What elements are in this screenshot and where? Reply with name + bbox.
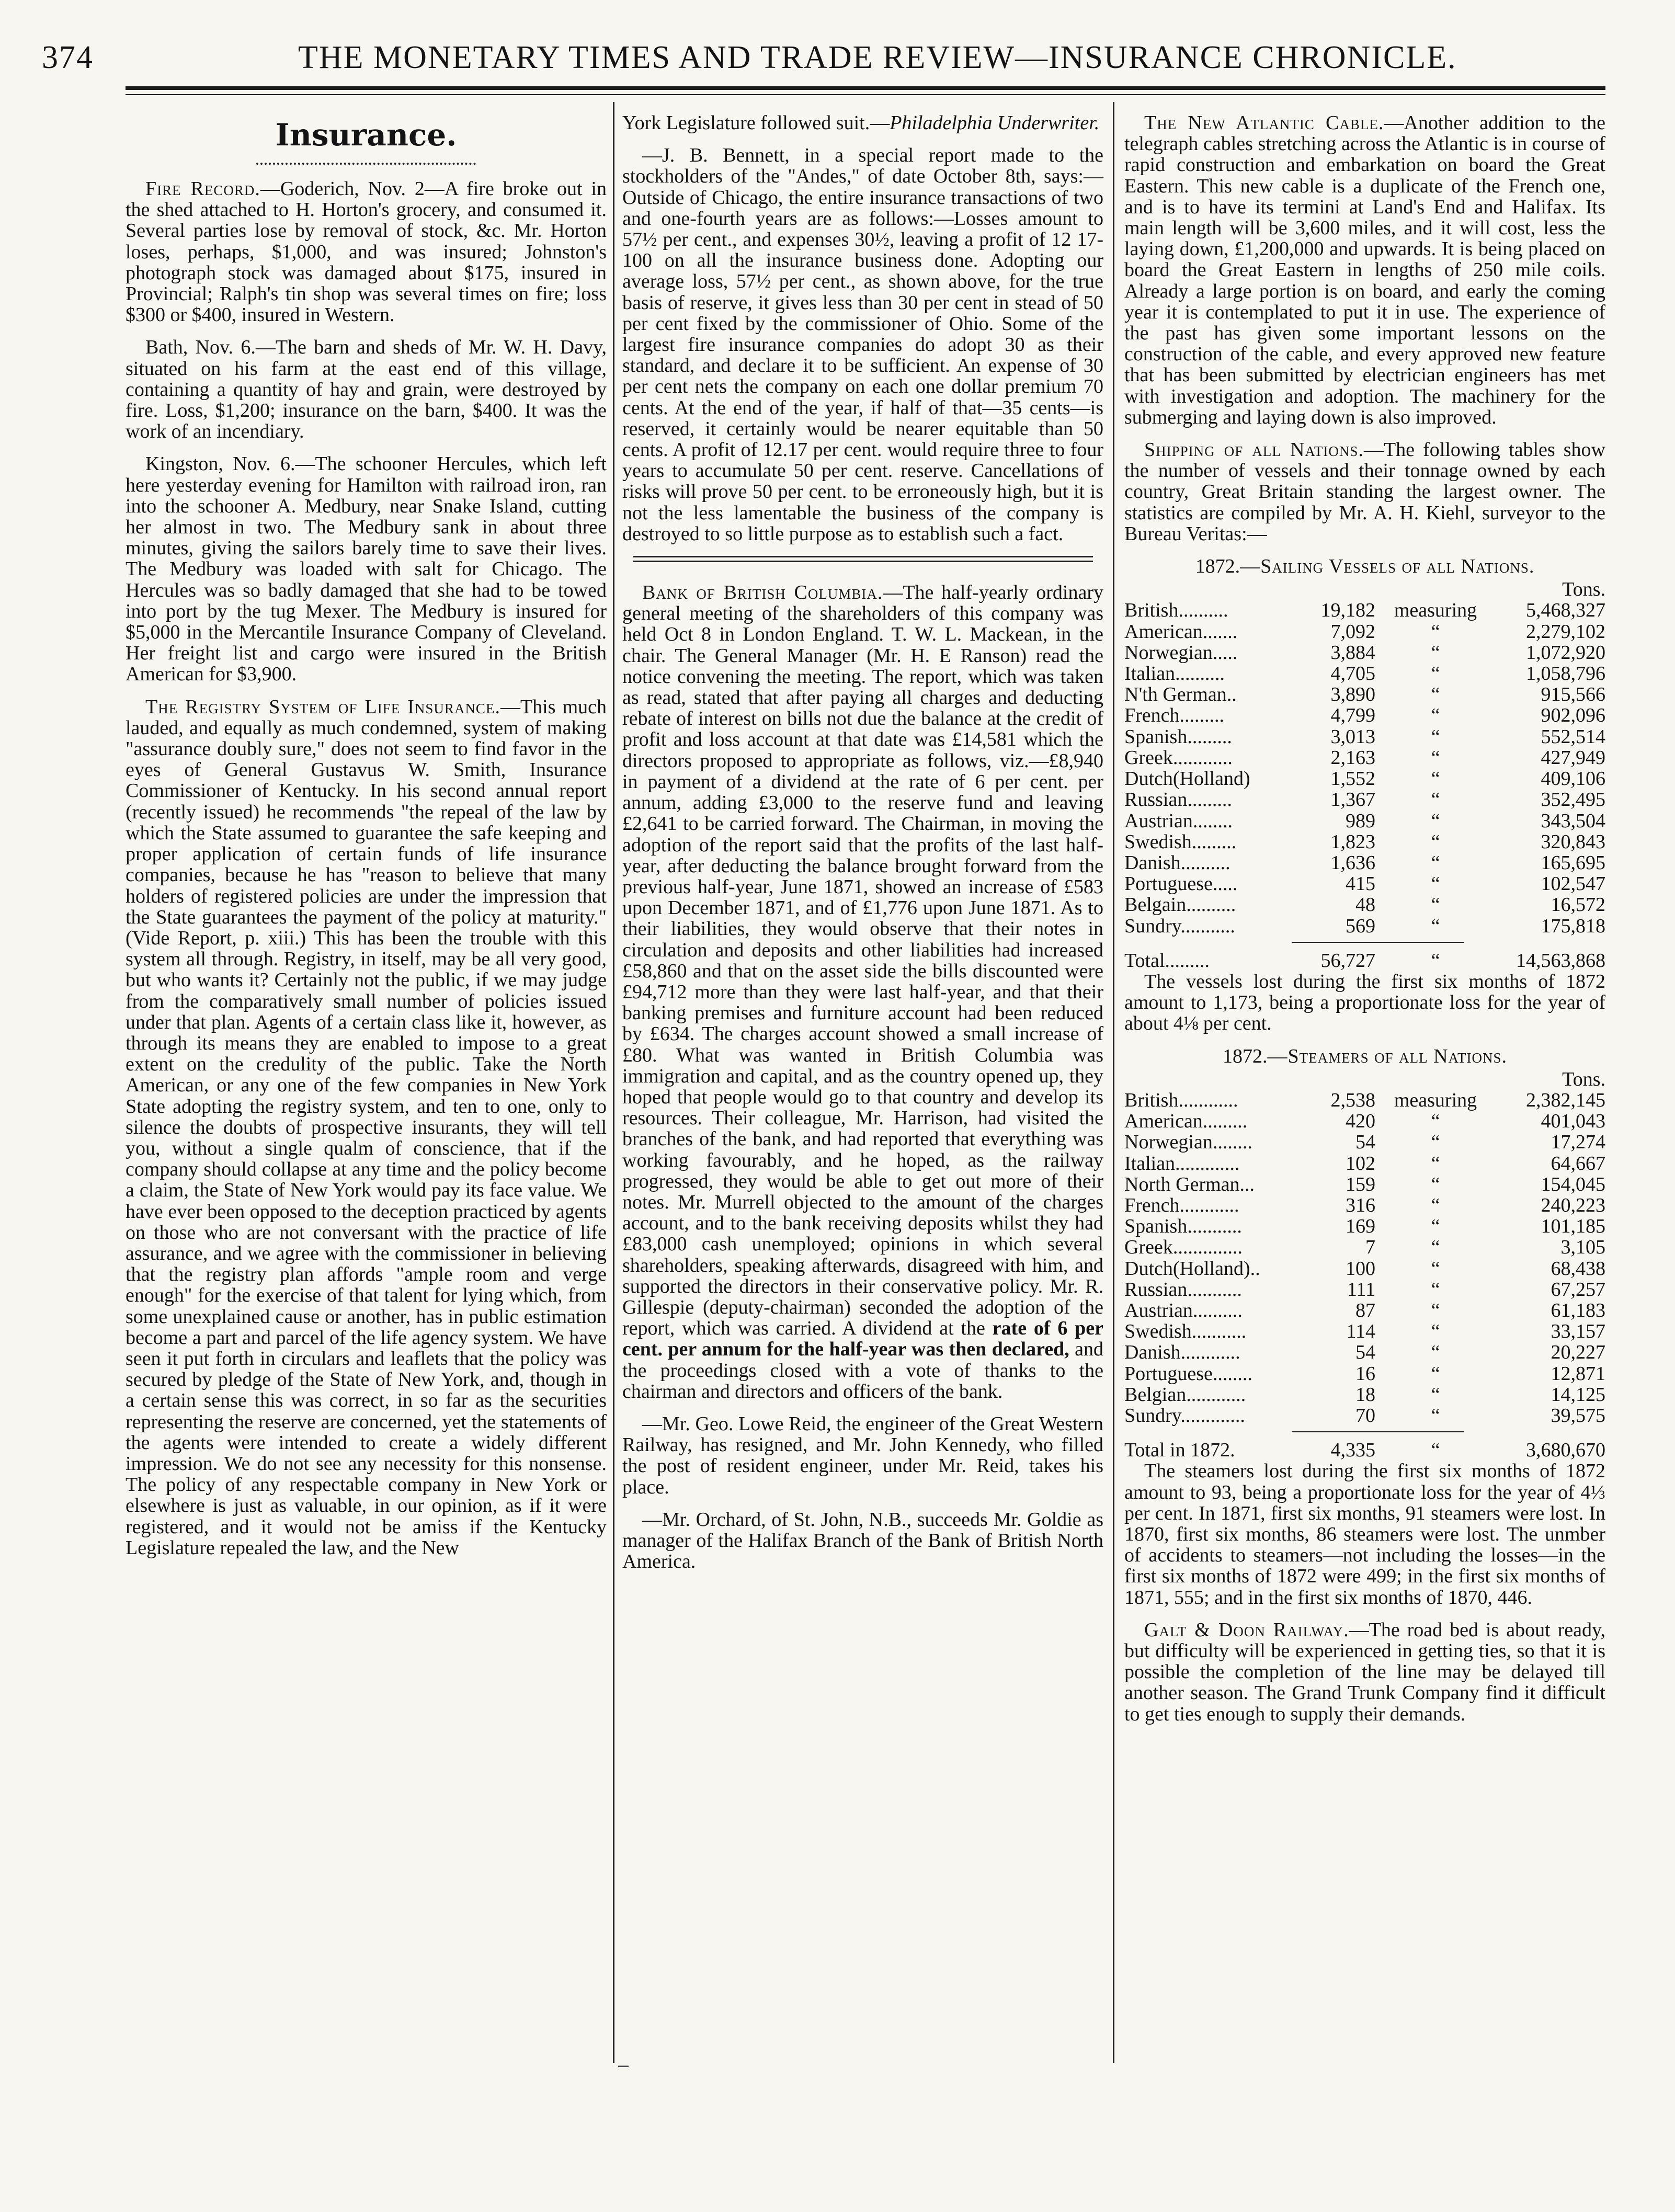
- vessels-cell: 87: [1355, 1299, 1375, 1321]
- country-cell: Russian.........: [1124, 789, 1232, 811]
- country-cell: Russian...........: [1124, 1278, 1242, 1301]
- vessels-cell: 1,823: [1330, 830, 1375, 853]
- country-cell: Italian..........: [1124, 663, 1225, 685]
- tons-cell: 2,279,102: [1526, 620, 1605, 643]
- tons-cell: 16,572: [1551, 894, 1605, 916]
- tons-cell: 20,227: [1551, 1341, 1605, 1364]
- total-vessels: 4,335: [1330, 1439, 1375, 1462]
- table-row: [1124, 1405, 1605, 1426]
- tons-cell: 67,257: [1551, 1278, 1605, 1301]
- vessels-cell: 3,013: [1330, 725, 1375, 748]
- vessels-cell: 7: [1365, 1236, 1375, 1259]
- country-cell: Norwegian.....: [1124, 641, 1238, 664]
- country-cell: Greek..............: [1124, 1236, 1243, 1259]
- vessels-cell: 4,705: [1330, 663, 1375, 685]
- article-reid: —Mr. Geo. Lowe Reid, the engineer of the Great Western Railway, has resigned, and Mr. John Kennedy, who filled the post of resident engineer, under Mr. Reid, takes his place.: [622, 1412, 1103, 1498]
- ditto-cell: “: [1431, 1362, 1440, 1385]
- table-row: [1124, 684, 1605, 705]
- article-bank-british-columbia: [622, 582, 1103, 1402]
- table-row: [1124, 1132, 1605, 1153]
- ditto-cell: “: [1431, 1257, 1440, 1280]
- table-row: [1124, 789, 1605, 810]
- total-rule: [1292, 942, 1464, 943]
- total-row: [1124, 950, 1605, 971]
- vessels-cell: 169: [1346, 1215, 1375, 1238]
- country-cell: North German...: [1124, 1173, 1255, 1195]
- table-row: [1124, 642, 1605, 663]
- column-divider: [613, 102, 614, 2063]
- article-lead: Fire Record.: [145, 178, 260, 200]
- table-header-row: [1124, 579, 1605, 600]
- country-cell: Greek............: [1124, 746, 1233, 769]
- country-cell: N'th German..: [1124, 683, 1237, 706]
- ditto-cell: “: [1431, 1383, 1440, 1406]
- tons-cell: 64,667: [1551, 1152, 1605, 1175]
- ditto-cell: “: [1431, 789, 1440, 811]
- total-rule: [1292, 1431, 1464, 1432]
- ditto-cell: “: [1431, 809, 1440, 832]
- vessels-cell: 420: [1346, 1110, 1375, 1133]
- article-registry-continued: [622, 112, 1103, 133]
- steamers-table-title: [1124, 1046, 1605, 1067]
- table-row: [1124, 1216, 1605, 1237]
- table-row: [1124, 894, 1605, 915]
- tons-cell: 68,438: [1551, 1257, 1605, 1280]
- vessels-cell: 415: [1346, 873, 1375, 895]
- vessels-cell: 989: [1346, 809, 1375, 832]
- country-cell: Norwegian........: [1124, 1131, 1252, 1154]
- country-cell: British..........: [1124, 599, 1228, 622]
- ditto-cell: “: [1431, 683, 1440, 706]
- country-cell: Portuguese.....: [1124, 873, 1238, 895]
- tons-cell: 14,125: [1551, 1383, 1605, 1406]
- article-source: Philadelphia Underwriter.: [890, 112, 1100, 134]
- article-atlantic-cable: [1124, 112, 1605, 428]
- tons-cell: 320,843: [1541, 830, 1605, 853]
- vessels-cell: 569: [1346, 915, 1375, 937]
- ditto-cell: “: [1431, 1236, 1440, 1259]
- country-cell: Austrian..........: [1124, 1299, 1243, 1321]
- tons-header: Tons.: [1562, 1068, 1605, 1090]
- total-label: Total.........: [1124, 949, 1210, 972]
- total-label: Total in 1872.: [1124, 1439, 1235, 1462]
- ditto-cell: “: [1431, 1194, 1440, 1216]
- table-row: [1124, 811, 1605, 831]
- article-kingston: Kingston, Nov. 6.—The schooner Hercules, which left here yesterday evening for Hamilton with railroad iron, ran into the schooner A. Medbury, near Snake Island, cutting her almost in two. The Medbury sank in about three minutes, giving the sailors barely time to save their lives. The Medbury was loaded with salt for Chicago. The Hercules was so badly damaged that she had to be towed into port by the tug Mexer. The Medbury is insured for $5,000 in the Mercantile Insurance Company of Cleveland. Her freight list and cargo were insured in the British American for $3,900.: [126, 453, 607, 686]
- country-cell: Swedish.........: [1124, 830, 1237, 853]
- table-row: [1124, 1258, 1605, 1279]
- tons-cell: 12,871: [1551, 1362, 1605, 1385]
- table-row: [1124, 1321, 1605, 1342]
- article-bold-text: rate of 6 per cent. per annum for the half-year was then declared,: [622, 1317, 1103, 1361]
- table-row: [1124, 1090, 1605, 1111]
- article-body: —The half-yearly ordinary general meeting of the shareholders of this company was held Oct 8 in London England. T. W. L. Mackean, in the chair. The General Manager (Mr. H. E Ranson) read the notice convening the meeting. The report, which was taken as read, stated that after paying all charges and deducting rebate of interest on bills not due the balance at the credit of profit and loss account at that date was £14,581 which the directors proposed to appropriate as follows, viz.—£8,940 in payment of a dividend at the rate of 6 per cent. per annum, adding £3,000 to the reserve fund and leaving £2,641 to be carried forward. The Chairman, in moving the adoption of the report said that the profits of the last half-year, after deducting the balance brought forward from the previous half-year, June 1871, showed an increase of £583 upon December 1871, and of £1,776 upon June 1871. As to their liabilities, they would observe that their notes in circulation and deposits and other liabilities had increased £58,860 and that on the asset side the bills discounted were £94,712 more than they were last half-year, and that their banking premises and furniture account had been reduced by £634. The charges account showed a small increase of £80. What was wanted in British Columbia was immigration and capital, and as the country opened up, they hoped that people would go to that country and develop its resources. Their colleague, Mr. Harrison, had visited the branches of the bank, and had reported that everything was working favourably, and he hoped, as the railway progressed, they would be able to get out more of their notes. Mr. Murrell objected to the amount of the charges account, and to the bank receiving deposits whilst they had £83,000 cash unemployed; opinions in which several shareholders, speaking afterwards, disagreed with him, and supported the directors in their conservative policy. Mr. R. Gillespie (deputy-chairman) seconded the adoption of the report, which was carried. A dividend at the: [622, 581, 1103, 1340]
- country-cell: Sundry...........: [1124, 915, 1235, 937]
- vessels-cell: 54: [1355, 1131, 1375, 1154]
- vessels-cell: 16: [1355, 1362, 1375, 1385]
- column-3: [1124, 112, 1605, 1736]
- article-body: —Goderich, Nov. 2—A fire broke out in the shed attached to H. Horton's grocery, and consumed it. Several parties lose by removal of stock, &c. Mr. Horton loses, perhaps, $1,000, and was insured; Johnston's photograph stock was damaged about $175, insured in Provincial; Ralph's tin shop was several times on fire; loss $300 or $400, insured in Western.: [126, 178, 607, 326]
- tons-cell: 552,514: [1541, 725, 1605, 748]
- vessels-cell: 3,890: [1330, 683, 1375, 706]
- tons-header: Tons.: [1562, 578, 1605, 601]
- article-shipping: [1124, 439, 1605, 544]
- table-row: [1124, 1384, 1605, 1405]
- article-lead: Galt & Doon Railway.: [1144, 1618, 1349, 1641]
- steamers-losses-note: The steamers lost during the first six months of 1872 amount to 93, being a proportionate loss for the year of 4⅓ per cent. In 1871, first six months, 91 steamers were lost. In 1870, first six months, 86 steamers were lost. The unmber of accidents to steamers—not including the losses—in the first six months of 1872 were 499; in the first six months of 1871, 555; and in the first six months of 1870, 446.: [1124, 1460, 1605, 1609]
- ditto-cell: “: [1431, 746, 1440, 769]
- tons-cell: 154,045: [1541, 1173, 1605, 1195]
- ditto-cell: “: [1431, 768, 1440, 790]
- heading-rule: [256, 163, 476, 166]
- section-heading: Insurance.: [275, 117, 457, 153]
- total-tons: 14,563,868: [1516, 949, 1605, 972]
- article-body: York Legislature followed suit.—: [622, 112, 890, 134]
- tons-cell: 401,043: [1541, 1110, 1605, 1133]
- article-bath: Bath, Nov. 6.—The barn and sheds of Mr. W. H. Davy, situated on his farm at the east end of this village, containing a quantity of hay and grain, were destroyed by fire. Loss, $1,200; insurance on the barn, $400. It was the work of an incendiary.: [126, 336, 607, 443]
- column-1: [126, 112, 607, 1570]
- country-cell: French.........: [1124, 704, 1225, 727]
- tons-cell: 5,468,327: [1526, 599, 1605, 622]
- table-row: [1124, 1153, 1605, 1174]
- country-cell: Sundry.............: [1124, 1404, 1245, 1427]
- article-registry: [126, 697, 607, 1558]
- vessels-cell: 100: [1346, 1257, 1375, 1280]
- table-title-year: 1872.: [1222, 1045, 1268, 1067]
- ditto-cell: “: [1431, 894, 1440, 916]
- table-row: [1124, 916, 1605, 937]
- article-body: —The following tables show the number of vessels and their tonnage owned by each country, Great Britain standing the largest owner. The statistics are compiled by Mr. A. H. Kiehl, surveyor to the Bureau Veritas:—: [1124, 439, 1605, 545]
- article-lead: The Registry System of Life Insurance.: [145, 695, 500, 718]
- steamers-table: [1124, 1069, 1605, 1426]
- article-lead: The New Atlantic Cable.: [1144, 112, 1384, 134]
- ditto-cell: “: [1431, 620, 1440, 643]
- article-bennett: —J. B. Bennett, in a special report made to the stockholders of the "Andes," of date October 8th, says:—Outside of Chicago, the entire insurance transactions of two and one-fourth years are as follows:—Losses amount to 57½ per cent., and expenses 30½, leaving a profit of 12 17-100 on all the insurance business done. Adopting our average loss, 57½ per cent., as shown above, for the true basis of reserve, it gives less than 30 per cent in stead of 50 per cent fixed by the commissioner of Ohio. Some of the largest fire insurance companies do adopt 30 as their standard, and declare it to be sufficient. An expense of 30 per cent nets the company on each one dollar premium 70 cents. At the end of the year, if half of that—35 cents—is reserved, it certainly would be nearer equitable than 50 cents. A profit of 12.17 per cent. would require three to four years to accumulate 50 per cent. reserve. Cancellations of risks will prove 50 per cent. to be erroneously high, but it is not the less lamentable the business of the company is destroyed to so little purpose as to establish such a fact.: [622, 144, 1103, 545]
- ditto-cell: “: [1431, 641, 1440, 664]
- vessels-cell: 111: [1347, 1278, 1375, 1301]
- table-row: [1124, 726, 1605, 747]
- table-row: [1124, 1174, 1605, 1195]
- ditto-cell: “: [1431, 1341, 1440, 1364]
- tons-cell: 17,274: [1551, 1131, 1605, 1154]
- vessels-cell: 316: [1346, 1194, 1375, 1216]
- tons-cell: 352,495: [1541, 789, 1605, 811]
- ditto-cell: “: [1431, 1320, 1440, 1343]
- printer-mark: [618, 2066, 629, 2067]
- tons-cell: 33,157: [1551, 1320, 1605, 1343]
- vessels-cell: 4,799: [1330, 704, 1375, 727]
- tons-cell: 39,575: [1551, 1404, 1605, 1427]
- ditto-cell: “: [1431, 725, 1440, 748]
- table-row: [1124, 1195, 1605, 1216]
- country-cell: Belgian............: [1124, 1383, 1246, 1406]
- country-cell: Portuguese........: [1124, 1362, 1252, 1385]
- vessels-cell: 18: [1355, 1383, 1375, 1406]
- country-cell: Dutch(Holland): [1124, 768, 1250, 790]
- vessels-cell: 70: [1355, 1404, 1375, 1427]
- ditto-cell: “: [1431, 851, 1440, 874]
- article-lead: Bank of British Columbia.: [642, 581, 883, 604]
- vessels-cell: 102: [1346, 1152, 1375, 1175]
- tons-cell: 165,695: [1541, 851, 1605, 874]
- country-cell: Austrian........: [1124, 809, 1233, 832]
- tons-cell: 61,183: [1551, 1299, 1605, 1321]
- header-rule: [126, 86, 1605, 90]
- table-row: [1124, 1300, 1605, 1321]
- table-row: [1124, 705, 1605, 726]
- column-divider: [1113, 102, 1114, 2063]
- country-cell: Spanish...........: [1124, 1215, 1242, 1238]
- total-ditto: “: [1431, 1439, 1440, 1462]
- article-orchard: —Mr. Orchard, of St. John, N.B., succeeds Mr. Goldie as manager of the Halifax Branch of the Bank of British North America.: [622, 1508, 1103, 1573]
- table-row: [1124, 768, 1605, 789]
- article-fire-record: [126, 178, 607, 325]
- tons-cell: 915,566: [1541, 683, 1605, 706]
- tons-cell: 2,382,145: [1526, 1089, 1605, 1111]
- total-row: [1124, 1440, 1605, 1461]
- tons-cell: 1,058,796: [1526, 663, 1605, 685]
- total-ditto: “: [1431, 949, 1440, 972]
- vessels-cell: 1,552: [1330, 768, 1375, 790]
- vessels-cell: 159: [1346, 1173, 1375, 1195]
- country-cell: Italian.............: [1124, 1152, 1240, 1175]
- ditto-cell: “: [1431, 704, 1440, 727]
- tons-cell: 101,185: [1541, 1215, 1605, 1238]
- article-lead: Shipping of all Nations.: [1144, 439, 1364, 461]
- steamers-total-table: [1124, 1440, 1605, 1461]
- ditto-cell: “: [1431, 1215, 1440, 1238]
- section-divider: [633, 556, 1093, 562]
- country-cell: Dutch(Holland)..: [1124, 1257, 1260, 1280]
- sailing-total-table: [1124, 950, 1605, 971]
- table-row: [1124, 600, 1605, 621]
- ditto-cell: “: [1431, 1131, 1440, 1154]
- article-body-tail: and the proceedings closed with a vote of thanks to the chairman and directors and officers of the bank.: [622, 1338, 1103, 1403]
- table-row: [1124, 1111, 1605, 1132]
- measuring-cell: measuring: [1394, 599, 1477, 622]
- country-cell: British............: [1124, 1089, 1238, 1111]
- table-row: [1124, 621, 1605, 642]
- table-title-text: —Steamers of all Nations.: [1267, 1045, 1508, 1067]
- article-body: —This much lauded, and equally as much condemned, system of making "assurance doubly sure," does not seem to find favor in the eyes of General Gustavus W. Smith, Insurance Commissioner of Kentucky. In his second annual report (recently issued) he recommends "the repeal of the law by which the State assumed to guarantee the safe keeping and proper application of certain funds of life insurance companies, because he has "reason to believe that many holders of registered policies are under the impression that the State guarantees the payment of the policy at maturity." (Vide Report, p. xiii.) This has been the trouble with this system all through. Registry, in itself, may be all very good, but who wants it? Certainly not the public, if we may judge from the comparatively small number of policies issued under that plan. Agents of a certain class like it, however, as through its means they are enabled to impose to a great extent on the credulity of the public. Take the North American, or any one of the few companies in New York State adopting the registry system, and ten to one, only to silence the doubts of prospective insurants, they will tell you, without a single qualm of conscience, that if the company should collapse at any time and the policy become a claim, the State of New York would pay its face value. We have ever been opposed to the deception practiced by agents on those who are not conversant with the practice of life assurance, and we agree with the commissioner in believing that the registry plan affords "ample room and verge enough" for the exercise of that talent for lying which, from some unexplained cause or another, has in public estimation become a part and parcel of the life agency system. We have seen it put forth in circulars and leaflets that the policy was secured by pledge of the State of New York, and, though in a certain sense this was correct, in so far as the securities representing the reserve are concerned, yet the statements of the agents were intended to create a widely different impression. We do not see any necessity for this nonsense. The policy of any respectable company in New York or elsewhere is just as valuable, in our opinion, as if it were registered, and it would not be amiss if the Kentucky Legislature repealed the law, and the New: [126, 695, 607, 1559]
- sailing-vessels-table: [1124, 579, 1605, 936]
- vessels-cell: 114: [1346, 1320, 1375, 1343]
- table-row: [1124, 747, 1605, 768]
- vessels-cell: 1,367: [1330, 789, 1375, 811]
- ditto-cell: “: [1431, 1299, 1440, 1321]
- tons-cell: 1,072,920: [1526, 641, 1605, 664]
- vessels-cell: 7,092: [1330, 620, 1375, 643]
- tons-cell: 902,096: [1541, 704, 1605, 727]
- country-cell: French............: [1124, 1194, 1239, 1216]
- table-row: [1124, 831, 1605, 852]
- column-2: [622, 112, 1103, 1583]
- tons-cell: 3,105: [1560, 1236, 1605, 1259]
- country-cell: American.......: [1124, 620, 1238, 643]
- page-header: [42, 29, 1611, 86]
- measuring-cell: measuring: [1394, 1089, 1477, 1111]
- header-rule-thin: [126, 94, 1605, 95]
- article-body: —Another addition to the telegraph cables stretching across the Atlantic is in course of rapid construction and embarkation on board the Great Eastern. This new cable is a duplicate of the French one, and is to have its termini at Land's End and Halifax. Its main length will be 3,600 miles, and it will cost, less the laying down, £1,200,000 and upwards. It is being placed on board the Great Eastern in lengths of 250 mile coils. Already a large portion is on board, and early the coming year it is contemplated to put it in use. The experience of the past has given some important lessons on the construction of the cable, and every approved new feature that has been submitted by electrician engineers has met with investigation and adoption. The machinery for the submerging and laying down is also improved.: [1124, 112, 1606, 428]
- table-row: [1124, 663, 1605, 684]
- ditto-cell: “: [1431, 1278, 1440, 1301]
- ditto-cell: “: [1431, 915, 1440, 937]
- ditto-cell: “: [1431, 1173, 1440, 1195]
- table-row: [1124, 1237, 1605, 1258]
- article-body: —The road bed is about ready, but difficulty will be experienced in getting ties, so that it is possible the completion of the line may be delayed till another season. The Grand Trunk Company find it difficult to get ties enough to supply their demands.: [1124, 1618, 1606, 1725]
- ditto-cell: “: [1431, 873, 1440, 895]
- tons-cell: 102,547: [1541, 873, 1605, 895]
- country-cell: Danish..........: [1124, 851, 1230, 874]
- country-cell: Spanish.........: [1124, 725, 1232, 748]
- running-title: THE MONETARY TIMES AND TRADE REVIEW—INSURANCE CHRONICLE.: [298, 40, 1457, 75]
- tons-cell: 175,818: [1541, 915, 1605, 937]
- sailing-losses-note: The vessels lost during the first six months of 1872 amount to 1,173, being a proportionate loss for the year of about 4⅛ per cent.: [1124, 970, 1605, 1035]
- table-header-row: [1124, 1069, 1605, 1090]
- country-cell: Swedish...........: [1124, 1320, 1247, 1343]
- table-row: [1124, 852, 1605, 873]
- tons-cell: 427,949: [1541, 746, 1605, 769]
- page-number: 374: [42, 40, 94, 75]
- vessels-cell: 19,182: [1320, 599, 1375, 622]
- country-cell: American.........: [1124, 1110, 1248, 1133]
- table-row: [1124, 1279, 1605, 1300]
- ditto-cell: “: [1431, 1152, 1440, 1175]
- table-row: [1124, 873, 1605, 894]
- table-title-year: 1872.: [1195, 555, 1240, 578]
- tons-cell: 409,106: [1541, 768, 1605, 790]
- country-cell: Belgain..........: [1124, 894, 1236, 916]
- table-row: [1124, 1363, 1605, 1384]
- vessels-cell: 3,884: [1330, 641, 1375, 664]
- article-galt-doon: [1124, 1620, 1605, 1725]
- sailing-table-title: [1124, 556, 1605, 577]
- vessels-cell: 2,538: [1330, 1089, 1375, 1111]
- tons-cell: 240,223: [1541, 1194, 1605, 1216]
- ditto-cell: “: [1431, 1110, 1440, 1133]
- table-row: [1124, 1342, 1605, 1363]
- vessels-cell: 2,163: [1330, 746, 1375, 769]
- total-tons: 3,680,670: [1526, 1439, 1605, 1462]
- ditto-cell: “: [1431, 830, 1440, 853]
- ditto-cell: “: [1431, 1404, 1440, 1427]
- ditto-cell: “: [1431, 663, 1440, 685]
- total-vessels: 56,727: [1320, 949, 1375, 972]
- country-cell: Danish............: [1124, 1341, 1240, 1364]
- table-title-text: —Sailing Vessels of all Nations.: [1240, 555, 1535, 578]
- vessels-cell: 48: [1355, 894, 1375, 916]
- tons-cell: 343,504: [1541, 809, 1605, 832]
- vessels-cell: 54: [1355, 1341, 1375, 1364]
- vessels-cell: 1,636: [1330, 851, 1375, 874]
